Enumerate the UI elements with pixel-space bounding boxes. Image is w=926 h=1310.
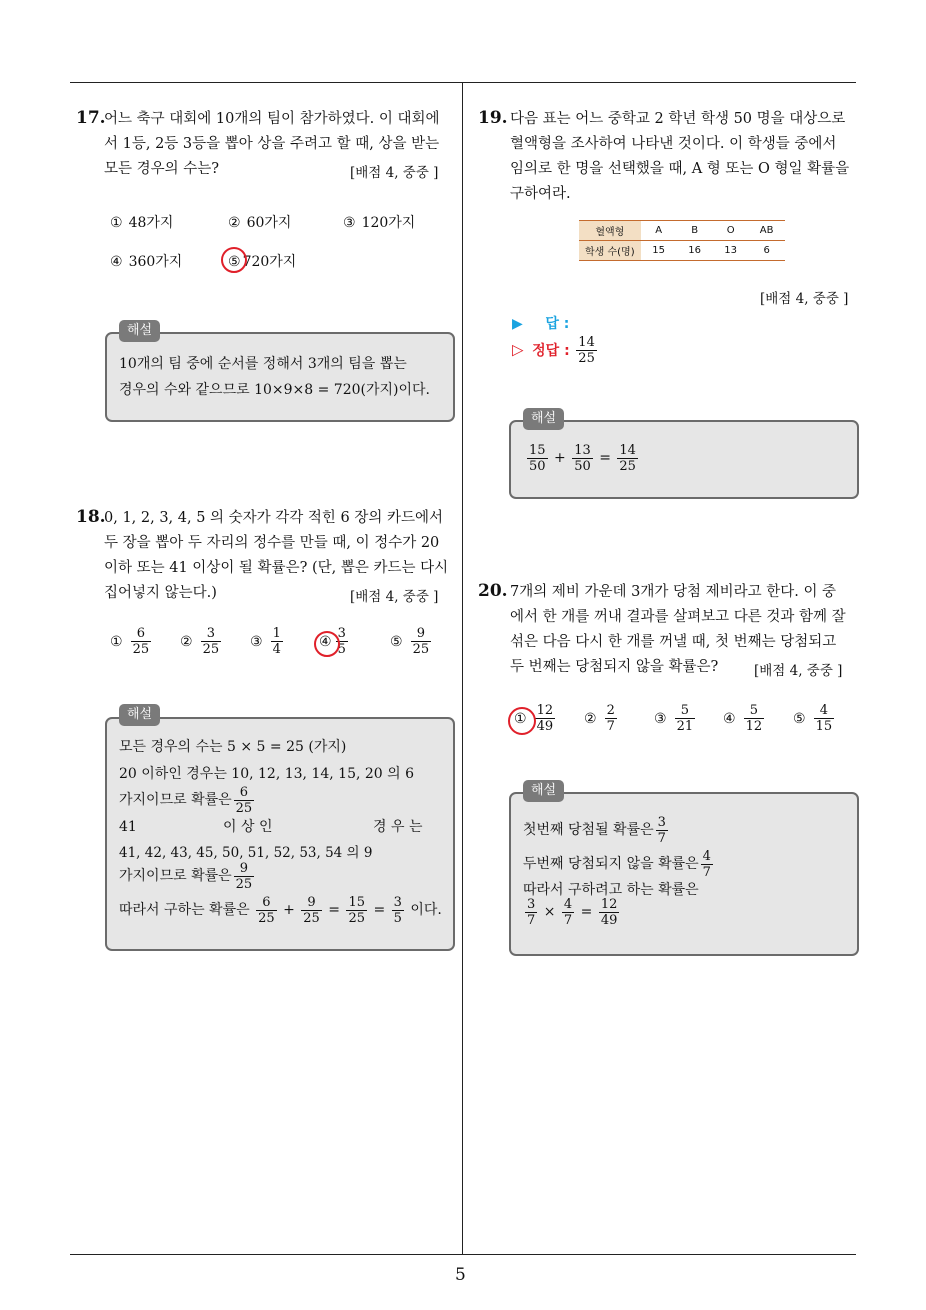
denominator: 5 [393,910,402,926]
question-number: 17. [76,108,106,128]
denominator: 25 [202,642,220,657]
explanation-line: 따라서 구하려고 하는 확률은 [523,882,699,898]
question-text-line: 집어넣지 않는다.) [104,585,217,601]
question-text-line: 임의로 한 명을 선택했을 때, A 형 또는 O 형일 확률을 [510,161,850,177]
choice-mark: ② [228,215,241,231]
choice-4[interactable] [723,703,766,734]
fraction [599,897,620,928]
table-header-row [579,221,785,241]
fraction [744,703,765,734]
denominator: 21 [676,719,694,734]
numerator: 6 [239,784,249,800]
denominator: 4 [272,642,281,657]
denominator: 5 [337,642,346,657]
denominator: 7 [606,719,615,734]
numerator: 4 [819,703,828,718]
numerator: 15 [529,442,546,458]
numerator: 3 [206,626,215,641]
table-cell: 6 [749,241,785,261]
choice-text: 720가지 [242,254,297,270]
denominator: 15 [815,719,833,734]
explanation-line [523,894,621,930]
numerator: 12 [536,703,554,718]
denominator: 25 [348,910,365,926]
score-label: [배점 4, 중중 ] [350,165,439,181]
choice-3[interactable] [250,626,285,657]
choice-text: 48가지 [128,215,174,231]
page-number: 5 [455,1265,466,1285]
table-cell: 학생 수(명) [579,241,641,261]
fraction [411,626,432,657]
fraction [131,626,152,657]
fraction [527,443,548,474]
table-cell: 혈액형 [579,221,641,241]
score-label: [배점 4, 중중 ] [350,589,439,605]
denominator: 7 [702,864,711,880]
explanation-tag: 해설 [523,408,564,430]
fraction [562,897,574,928]
numerator: 3 [527,896,536,912]
numerator: 3 [393,894,402,910]
fraction [234,861,255,892]
numerator: 12 [600,896,618,912]
denominator: 25 [235,876,253,892]
explanation-line: 모든 경우의 수는 5 × 5 = 25 (가지) [119,739,347,755]
top-rule [70,82,856,83]
choice-mark: ⑤ [228,254,241,270]
numerator: 4 [702,848,711,864]
correct-answer-label: 정답 : [532,342,570,359]
choice-1[interactable] [110,212,173,232]
question-text-line: 0, 1, 2, 3, 4, 5 의 숫자가 각각 적힌 6 장의 카드에서 [104,510,444,526]
question-number: 18. [76,507,106,527]
denominator: 12 [745,719,763,734]
selected-answer-circle [314,631,340,657]
explanation-text: 따라서 구하는 확률은 [119,902,250,918]
choice-1[interactable] [110,626,153,657]
explanation-text: 이 상 인 [223,819,273,835]
explanation-line [523,812,670,848]
table-cell: 13 [713,241,749,261]
numerator: 15 [348,894,365,910]
fraction [234,785,255,816]
numerator: 9 [307,894,316,910]
table-cell: 16 [677,241,713,261]
explanation-box [509,792,859,956]
question-text-line: 7개의 제비 가운데 3개가 당첨 제비라고 한다. 이 중 [510,584,837,600]
numerator: 6 [262,894,271,910]
explanation-text: 가지이므로 확률은 [119,868,232,884]
fraction [525,897,537,928]
fraction [201,626,222,657]
question-text-line: 에서 한 개를 꺼내 결과를 살펴보고 다른 것과 함께 잘 [510,609,846,625]
choice-mark: ③ [343,215,356,231]
fraction [605,703,617,734]
question-text-line: 두 장을 뽑아 두 자리의 정수를 만들 때, 이 정수가 20 [104,535,440,551]
fraction [656,815,668,846]
choice-mark: ① [514,710,527,727]
selected-answer-circle [508,707,536,735]
explanation-box [105,717,455,951]
denominator: 7 [563,912,573,928]
play-arrow-icon: ▶ [512,316,523,332]
question-number: 19. [478,108,508,128]
blood-type-table [579,220,785,261]
denominator: 25 [235,800,253,816]
answer-row [512,313,569,333]
denominator: 25 [619,458,636,474]
question-text-line: 구하여라. [510,186,571,202]
choice-mark: ③ [250,633,263,650]
fraction [256,895,277,926]
question-text-line: 섞은 다음 다시 한 개를 꺼낼 때, 첫 번째는 당첨되고 [510,634,837,650]
choice-mark: ① [110,633,123,650]
table-cell: 15 [641,241,677,261]
numerator: 3 [337,626,346,641]
choice-text: 360가지 [128,254,183,270]
numerator: 13 [574,442,591,458]
choice-text: 120가지 [361,215,416,231]
explanation-text: 첫번째 당첨될 확률은 [523,822,654,838]
numerator: 2 [606,703,615,718]
choice-mark: ① [110,215,123,231]
numerator: 5 [680,703,689,718]
numerator: 5 [749,703,758,718]
explanation-text: 두번째 당첨되지 않을 확률은 [523,856,699,872]
explanation-line: 경우의 수와 같으므로 10×9×8 = 720(가지)이다. [119,382,430,398]
choice-5[interactable] [793,703,836,734]
denominator: 49 [600,912,618,928]
choice-5[interactable] [390,626,433,657]
choice-mark: ② [584,710,597,727]
bottom-rule [70,1254,856,1255]
choice-2[interactable] [180,626,223,657]
denominator: 7 [527,912,536,928]
operator: = [580,904,593,920]
choice-mark: ③ [654,710,667,727]
choice-mark: ⑤ [390,633,403,650]
numerator: 14 [578,335,595,350]
denominator: 25 [303,910,320,926]
explanation-line: 41, 42, 43, 45, 50, 51, 52, 53, 54 의 9 [119,845,373,861]
choice-2[interactable] [584,703,619,734]
operator: + [283,902,295,918]
denominator: 25 [412,642,430,657]
denominator: 50 [574,458,591,474]
numerator: 1 [272,626,281,641]
explanation-line [119,893,442,927]
fraction [617,443,638,474]
fraction [535,703,556,734]
choice-4[interactable] [110,251,182,271]
question-text-line: 이하 또는 41 이상이 될 확률은? (단, 뽑은 카드는 다시 [104,560,449,576]
choice-mark: ④ [319,633,332,650]
explanation-text: 가지이므로 확률은 [119,792,232,808]
explanation-box [105,332,455,422]
choice-mark: ④ [723,710,736,727]
explanation-tag: 해설 [119,320,160,342]
explanation-line [119,783,256,817]
fraction [701,849,713,880]
explanation-text: 경 우 는 [373,819,423,835]
denominator: 25 [132,642,150,657]
table-cell: O [713,221,749,241]
score-label: [배점 4, 중중 ] [760,291,849,307]
operator: × [543,904,556,920]
operator: = [373,902,386,918]
denominator: 50 [529,458,546,474]
choice-3[interactable] [343,212,415,232]
explanation-line: 10개의 팀 중에 순서를 정해서 3개의 팀을 뽑는 [119,356,407,372]
fraction [572,443,593,474]
choice-3[interactable] [654,703,697,734]
operator: = [328,902,340,918]
outline-arrow-icon: ▷ [512,340,524,359]
explanation-line: 20 이하인 경우는 10, 12, 13, 14, 15, 20 의 6 [119,766,415,782]
choice-mark: ② [180,633,193,650]
explanation-line [525,440,640,476]
numerator: 6 [136,626,145,641]
table-cell: AB [749,221,785,241]
numerator: 14 [619,442,636,458]
question-number: 20. [478,581,508,601]
numerator: 4 [563,896,573,912]
explanation-tag: 해설 [523,780,564,802]
numerator: 9 [416,626,425,641]
table-row [579,241,785,261]
choice-2[interactable] [228,212,291,232]
question-text-line: 어느 축구 대회에 10개의 팀이 참가하였다. 이 대회에 [104,111,440,127]
fraction [271,626,283,657]
question-text-line: 두 번째는 당첨되지 않을 확률은? [510,659,719,675]
fraction [346,895,367,926]
correct-answer-row [512,335,599,366]
choice-mark: ⑤ [793,710,806,727]
question-text-line: 혈액형을 조사하여 나타낸 것이다. 이 학생들 중에서 [510,136,837,152]
explanation-tag: 해설 [119,704,160,726]
operator: + [554,450,566,466]
fraction [392,895,404,926]
explanation-text: 이다. [410,902,442,918]
operator: = [599,450,611,466]
fraction [814,703,835,734]
fraction [675,703,696,734]
selected-answer-circle [221,247,247,273]
explanation-box [509,420,859,499]
explanation-line [523,846,715,882]
choice-mark: ④ [110,254,123,270]
question-text-line: 모든 경우의 수는? [104,161,220,177]
table-cell: B [677,221,713,241]
question-text-line: 서 1등, 2등 3등을 뽑아 상을 주려고 할 때, 상을 받는 [104,136,440,152]
numerator: 9 [239,860,249,876]
numerator: 3 [657,814,666,830]
explanation-text: 41 [119,819,137,835]
answer-label: 답 : [545,316,570,332]
denominator: 49 [536,719,554,734]
score-label: [배점 4, 중중 ] [754,663,843,679]
fraction [576,335,597,366]
choice-text: 60가지 [246,215,292,231]
explanation-line [119,859,256,893]
denominator: 25 [578,351,595,366]
fraction [301,895,322,926]
question-text-line: 다음 표는 어느 중학교 2 학년 학생 50 명을 대상으로 [510,111,846,127]
denominator: 25 [258,910,275,926]
table-cell: A [641,221,677,241]
denominator: 7 [657,830,666,846]
column-divider [462,82,463,1254]
